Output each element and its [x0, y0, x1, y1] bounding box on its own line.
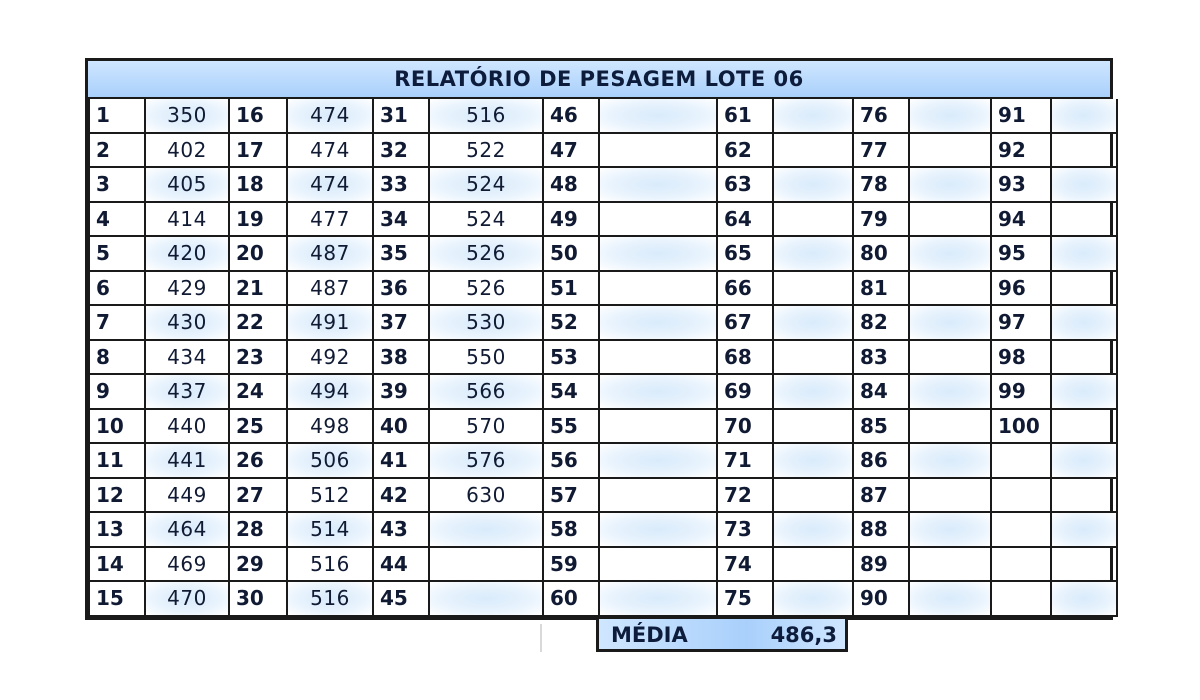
weight-cell: 516 [429, 99, 543, 133]
weight-cell [599, 305, 717, 340]
table-row [89, 271, 1117, 306]
animal-number-cell [991, 547, 1051, 582]
animal-number-cell [991, 581, 1051, 616]
animal-number-cell: 59 [543, 547, 599, 582]
animal-number-cell: 67 [717, 305, 773, 340]
weight-cell: 405 [145, 167, 229, 202]
animal-number-cell: 9 [89, 374, 145, 409]
weight-cell: 576 [429, 443, 543, 478]
weight-cell [599, 581, 717, 616]
weight-cell [1051, 99, 1117, 133]
weight-cell [773, 99, 853, 133]
animal-number-cell: 80 [853, 236, 909, 271]
weight-cell: 514 [287, 512, 373, 547]
weight-cell [1051, 271, 1117, 306]
animal-number-cell: 85 [853, 409, 909, 444]
animal-number-cell: 41 [373, 443, 429, 478]
weight-cell [773, 133, 853, 168]
animal-number-cell: 12 [89, 478, 145, 513]
weight-cell: 430 [145, 305, 229, 340]
animal-number-cell: 15 [89, 581, 145, 616]
animal-number-cell: 62 [717, 133, 773, 168]
animal-number-cell: 69 [717, 374, 773, 409]
animal-number-cell: 74 [717, 547, 773, 582]
table-row [89, 167, 1117, 202]
weight-cell [773, 236, 853, 271]
animal-number-cell: 82 [853, 305, 909, 340]
animal-number-cell: 99 [991, 374, 1051, 409]
weight-cell: 491 [287, 305, 373, 340]
weight-cell [773, 547, 853, 582]
animal-number-cell: 10 [89, 409, 145, 444]
weight-cell [909, 305, 991, 340]
animal-number-cell: 87 [853, 478, 909, 513]
weight-cell [773, 443, 853, 478]
animal-number-cell: 1 [89, 99, 145, 133]
weight-cell: 474 [287, 167, 373, 202]
animal-number-cell: 18 [229, 167, 287, 202]
animal-number-cell: 95 [991, 236, 1051, 271]
animal-number-cell: 19 [229, 202, 287, 237]
weight-cell [773, 167, 853, 202]
animal-number-cell: 71 [717, 443, 773, 478]
animal-number-cell: 49 [543, 202, 599, 237]
animal-number-cell: 25 [229, 409, 287, 444]
table-row [89, 478, 1117, 513]
animal-number-cell: 61 [717, 99, 773, 133]
weight-cell [773, 340, 853, 375]
weight-cell [1051, 547, 1117, 582]
animal-number-cell: 34 [373, 202, 429, 237]
weight-cell: 437 [145, 374, 229, 409]
animal-number-cell: 28 [229, 512, 287, 547]
weight-cell [599, 478, 717, 513]
weight-cell [1051, 167, 1117, 202]
animal-number-cell: 17 [229, 133, 287, 168]
sheet-marker [540, 624, 542, 652]
animal-number-cell: 27 [229, 478, 287, 513]
animal-number-cell: 66 [717, 271, 773, 306]
weight-cell: 530 [429, 305, 543, 340]
table-row [89, 443, 1117, 478]
animal-number-cell: 70 [717, 409, 773, 444]
weight-cell [599, 374, 717, 409]
animal-number-cell: 23 [229, 340, 287, 375]
animal-number-cell: 54 [543, 374, 599, 409]
weight-cell: 512 [287, 478, 373, 513]
weight-cell [909, 167, 991, 202]
animal-number-cell: 81 [853, 271, 909, 306]
weight-cell [599, 443, 717, 478]
animal-number-cell: 30 [229, 581, 287, 616]
weight-cell [773, 271, 853, 306]
weight-cell [909, 512, 991, 547]
animal-number-cell: 88 [853, 512, 909, 547]
animal-number-cell: 35 [373, 236, 429, 271]
animal-number-cell: 73 [717, 512, 773, 547]
animal-number-cell: 72 [717, 478, 773, 513]
animal-number-cell [991, 478, 1051, 513]
animal-number-cell: 40 [373, 409, 429, 444]
weight-cell [599, 409, 717, 444]
weight-cell [1051, 478, 1117, 513]
weight-cell [773, 305, 853, 340]
animal-number-cell: 90 [853, 581, 909, 616]
animal-number-cell: 47 [543, 133, 599, 168]
weight-cell [1051, 443, 1117, 478]
weight-cell: 402 [145, 133, 229, 168]
animal-number-cell: 86 [853, 443, 909, 478]
animal-number-cell: 64 [717, 202, 773, 237]
animal-number-cell: 91 [991, 99, 1051, 133]
animal-number-cell: 52 [543, 305, 599, 340]
table-row [89, 340, 1117, 375]
animal-number-cell: 13 [89, 512, 145, 547]
animal-number-cell: 45 [373, 581, 429, 616]
weight-cell [909, 271, 991, 306]
weight-cell: 498 [287, 409, 373, 444]
weight-cell [1051, 409, 1117, 444]
weight-cell: 516 [287, 581, 373, 616]
weight-cell [599, 547, 717, 582]
weight-cell: 474 [287, 133, 373, 168]
weight-cell: 526 [429, 236, 543, 271]
animal-number-cell: 78 [853, 167, 909, 202]
animal-number-cell: 43 [373, 512, 429, 547]
weight-cell [599, 271, 717, 306]
weight-cell [909, 409, 991, 444]
weight-cell: 477 [287, 202, 373, 237]
weight-cell [909, 547, 991, 582]
weight-cell [599, 167, 717, 202]
animal-number-cell: 21 [229, 271, 287, 306]
weight-cell [599, 512, 717, 547]
weight-cell [773, 202, 853, 237]
animal-number-cell: 42 [373, 478, 429, 513]
weight-cell [773, 478, 853, 513]
weight-cell: 464 [145, 512, 229, 547]
weight-cell: 524 [429, 167, 543, 202]
animal-number-cell [991, 443, 1051, 478]
animal-number-cell: 89 [853, 547, 909, 582]
weight-cell: 420 [145, 236, 229, 271]
animal-number-cell: 96 [991, 271, 1051, 306]
weight-cell [1051, 374, 1117, 409]
average-box [596, 616, 848, 652]
weight-cell: 526 [429, 271, 543, 306]
weight-cell: 516 [287, 547, 373, 582]
weight-cell: 469 [145, 547, 229, 582]
animal-number-cell: 94 [991, 202, 1051, 237]
weight-cell: 550 [429, 340, 543, 375]
weight-cell [909, 340, 991, 375]
animal-number-cell: 24 [229, 374, 287, 409]
animal-number-cell: 92 [991, 133, 1051, 168]
animal-number-cell: 63 [717, 167, 773, 202]
weight-cell: 449 [145, 478, 229, 513]
animal-number-cell: 65 [717, 236, 773, 271]
table-row [89, 512, 1117, 547]
weight-cell: 414 [145, 202, 229, 237]
animal-number-cell: 4 [89, 202, 145, 237]
table-row [89, 99, 1117, 133]
weight-cell [1051, 340, 1117, 375]
animal-number-cell: 3 [89, 167, 145, 202]
table-row [89, 133, 1117, 168]
weight-cell [773, 581, 853, 616]
animal-number-cell: 33 [373, 167, 429, 202]
weight-cell: 474 [287, 99, 373, 133]
weight-cell [429, 581, 543, 616]
animal-number-cell: 83 [853, 340, 909, 375]
animal-number-cell: 93 [991, 167, 1051, 202]
weight-cell [909, 374, 991, 409]
animal-number-cell: 76 [853, 99, 909, 133]
weight-cell [909, 202, 991, 237]
animal-number-cell: 37 [373, 305, 429, 340]
weight-cell: 522 [429, 133, 543, 168]
weight-cell [909, 581, 991, 616]
table-row [89, 581, 1117, 616]
weight-cell: 440 [145, 409, 229, 444]
average-label: MÉDIA [611, 623, 688, 647]
weight-cell: 630 [429, 478, 543, 513]
weight-cell [909, 133, 991, 168]
weight-cell [773, 512, 853, 547]
weight-cell: 494 [287, 374, 373, 409]
weight-cell [1051, 236, 1117, 271]
animal-number-cell: 16 [229, 99, 287, 133]
animal-number-cell: 38 [373, 340, 429, 375]
table-row [89, 409, 1117, 444]
average-value: 486,3 [770, 623, 837, 647]
weighing-report-sheet [85, 58, 1113, 620]
animal-number-cell: 68 [717, 340, 773, 375]
table-row [89, 236, 1117, 271]
animal-number-cell: 100 [991, 409, 1051, 444]
table-row [89, 202, 1117, 237]
weight-cell: 506 [287, 443, 373, 478]
animal-number-cell: 6 [89, 271, 145, 306]
weight-cell [429, 512, 543, 547]
animal-number-cell: 98 [991, 340, 1051, 375]
animal-number-cell: 57 [543, 478, 599, 513]
weight-cell [1051, 305, 1117, 340]
weight-cell [1051, 133, 1117, 168]
animal-number-cell: 58 [543, 512, 599, 547]
animal-number-cell: 14 [89, 547, 145, 582]
animal-number-cell: 77 [853, 133, 909, 168]
weight-cell [599, 133, 717, 168]
weight-cell: 350 [145, 99, 229, 133]
animal-number-cell: 46 [543, 99, 599, 133]
animal-number-cell: 56 [543, 443, 599, 478]
animal-number-cell: 84 [853, 374, 909, 409]
weight-cell [909, 236, 991, 271]
animal-number-cell: 97 [991, 305, 1051, 340]
animal-number-cell: 60 [543, 581, 599, 616]
animal-number-cell: 29 [229, 547, 287, 582]
animal-number-cell: 5 [89, 236, 145, 271]
animal-number-cell: 39 [373, 374, 429, 409]
animal-number-cell: 53 [543, 340, 599, 375]
weight-cell: 429 [145, 271, 229, 306]
animal-number-cell: 50 [543, 236, 599, 271]
weight-cell: 492 [287, 340, 373, 375]
weight-cell: 570 [429, 409, 543, 444]
animal-number-cell: 32 [373, 133, 429, 168]
animal-number-cell: 48 [543, 167, 599, 202]
weights-table [88, 99, 1118, 617]
weight-cell [599, 202, 717, 237]
animal-number-cell: 79 [853, 202, 909, 237]
weight-cell: 441 [145, 443, 229, 478]
animal-number-cell: 51 [543, 271, 599, 306]
weight-cell [909, 443, 991, 478]
weight-cell: 434 [145, 340, 229, 375]
animal-number-cell [991, 512, 1051, 547]
weight-cell: 524 [429, 202, 543, 237]
animal-number-cell: 22 [229, 305, 287, 340]
table-row [89, 374, 1117, 409]
table-row [89, 305, 1117, 340]
weight-cell [429, 547, 543, 582]
animal-number-cell: 55 [543, 409, 599, 444]
animal-number-cell: 26 [229, 443, 287, 478]
weight-cell: 566 [429, 374, 543, 409]
weight-cell: 487 [287, 271, 373, 306]
weight-cell [773, 409, 853, 444]
weight-cell [1051, 581, 1117, 616]
weight-cell [599, 236, 717, 271]
weight-cell: 487 [287, 236, 373, 271]
weight-cell: 470 [145, 581, 229, 616]
weight-cell [599, 340, 717, 375]
animal-number-cell: 36 [373, 271, 429, 306]
animal-number-cell: 7 [89, 305, 145, 340]
animal-number-cell: 8 [89, 340, 145, 375]
report-title: RELATÓRIO DE PESAGEM LOTE 06 [88, 61, 1110, 99]
animal-number-cell: 11 [89, 443, 145, 478]
animal-number-cell: 31 [373, 99, 429, 133]
animal-number-cell: 75 [717, 581, 773, 616]
weight-cell [1051, 202, 1117, 237]
weight-cell [1051, 512, 1117, 547]
weight-cell [773, 374, 853, 409]
weight-cell [909, 478, 991, 513]
weight-cell [909, 99, 991, 133]
weight-cell [599, 99, 717, 133]
animal-number-cell: 44 [373, 547, 429, 582]
animal-number-cell: 20 [229, 236, 287, 271]
table-row [89, 547, 1117, 582]
animal-number-cell: 2 [89, 133, 145, 168]
